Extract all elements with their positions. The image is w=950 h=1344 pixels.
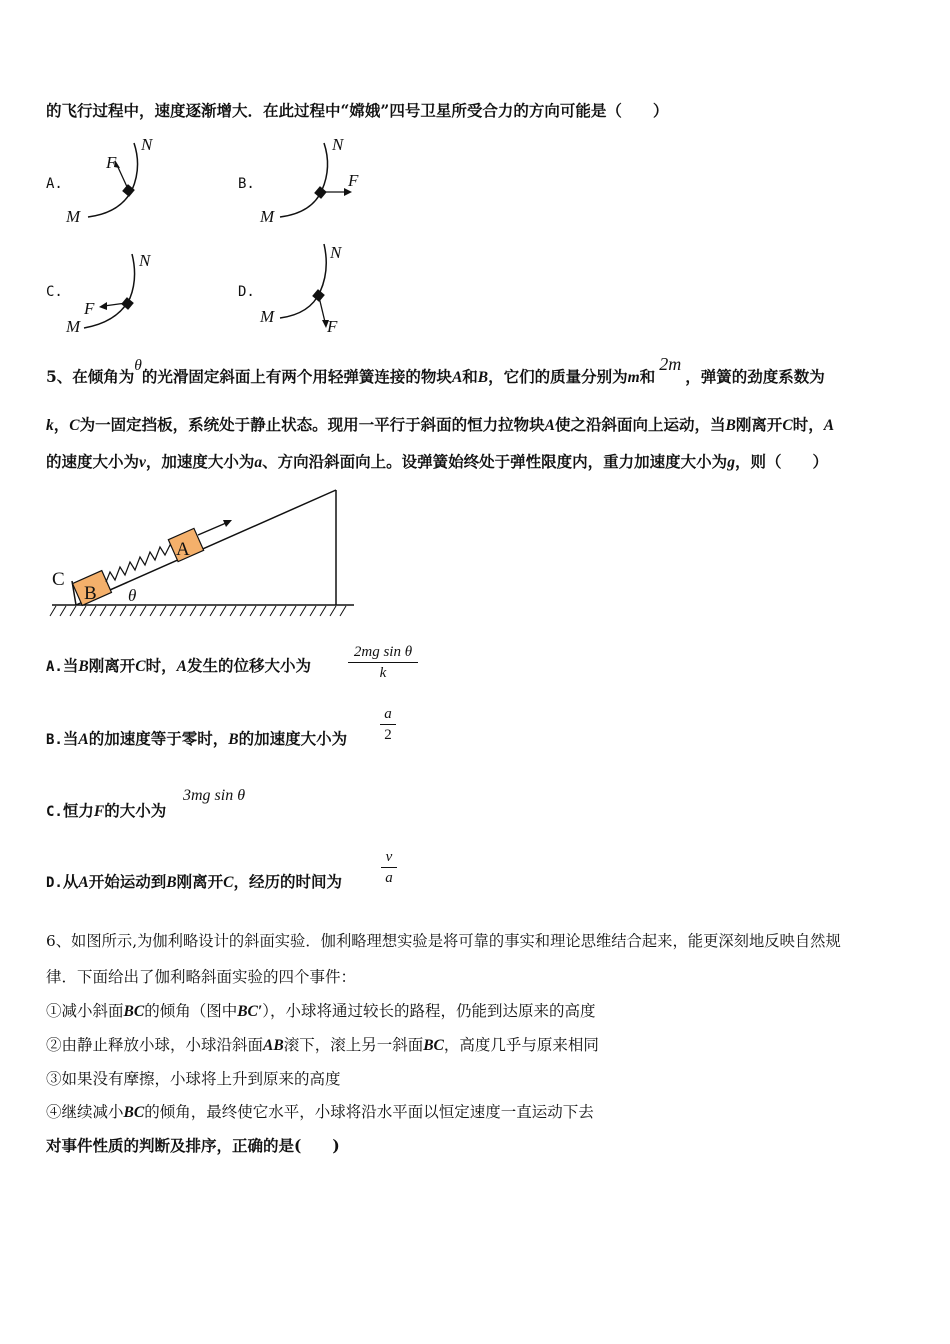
q5-line-1: 5、在倾角为θ的光滑固定斜面上有两个用轻弹簧连接的物块A和B，它们的质量分别为m和2m，弹簧的劲度系数为 <box>46 354 825 386</box>
q4-d-label-n: N <box>330 243 342 262</box>
q4-c-label-n: N <box>139 251 151 270</box>
q6-event-1: ①减小斜面BC的倾角（图中BC′），小球将通过较长的路程，仍能到达原来的高度 <box>46 1002 596 1020</box>
q4-d-label-m: M <box>260 307 275 326</box>
q4-a-label-f: F <box>106 153 117 172</box>
q5-incline-figure <box>48 485 358 620</box>
q5-line-3: 的速度大小为v，加速度大小为a、方向沿斜面向上。设弹簧始终处于弹性限度内，重力加速度大小为g，则（ ） <box>46 452 828 471</box>
q4-c-label-m: M <box>66 317 81 336</box>
q5-option-c: C.恒力F的大小为 <box>46 801 167 820</box>
q4-option-d-letter: D. <box>238 284 255 300</box>
q6-event-3: ③如果没有摩擦，小球将上升到原来的高度 <box>46 1070 341 1088</box>
q4-stem: 的飞行过程中，速度逐渐增大．在此过程中“嫦娥”四号卫星所受合力的方向可能是（ ） <box>46 101 669 120</box>
fig-label-c: C <box>52 569 65 590</box>
q4-option-c-letter: C. <box>46 284 63 300</box>
q4-b-label-f: F <box>348 171 359 190</box>
q5-option-b-fraction: a 2 <box>380 705 396 744</box>
q4-option-b-letter: B. <box>238 176 255 192</box>
q5-line-2: k，C为一固定挡板，系统处于静止状态。现用一平行于斜面的恒力拉物块A使之沿斜面向上运动，当B刚离开C时，A <box>46 415 835 434</box>
q5-option-a: A.当B刚离开C时，A发生的位移大小为 <box>46 656 311 675</box>
q4-a-label-m: M <box>66 207 81 226</box>
q4-option-b-diagram <box>252 135 372 230</box>
q4-d-label-f: F <box>327 317 338 336</box>
q5-option-d: D.从A开始运动到B刚离开C，经历的时间为 <box>46 872 342 891</box>
q5-option-d-fraction: v a <box>381 848 397 887</box>
q4-option-d-diagram <box>252 240 362 340</box>
q5-option-a-fraction: 2mg sin θ k <box>348 643 418 682</box>
q6-line-1: 6、如图所示,为伽利略设计的斜面实验．伽利略理想实验是将可靠的事实和理论思维结合起来，能更深刻地反映自然规 <box>46 932 841 950</box>
q4-option-c-diagram <box>60 248 170 338</box>
q4-c-label-f: F <box>84 299 95 318</box>
q4-b-label-m: M <box>260 207 275 226</box>
fig-label-theta: θ <box>128 586 137 605</box>
q6-event-2: ②由静止释放小球，小球沿斜面AB滚下，滚上另一斜面BC，高度几乎与原来相同 <box>46 1036 599 1054</box>
q6-question: 对事件性质的判断及排序，正确的是( ) <box>46 1136 340 1155</box>
q5-option-c-expr: 3mg sin θ <box>183 787 246 804</box>
fig-label-b: B <box>84 583 97 604</box>
q4-option-a-letter: A. <box>46 176 63 192</box>
q4-option-a-diagram <box>60 135 170 230</box>
q4-a-label-n: N <box>141 135 153 154</box>
fig-label-a: A <box>176 539 190 560</box>
theta-symbol: θ <box>134 357 142 374</box>
q6-event-4: ④继续减小BC的倾角，最终使它水平，小球将沿水平面以恒定速度一直运动下去 <box>46 1103 594 1121</box>
q5-option-b: B.当A的加速度等于零时，B的加速度大小为 <box>46 729 348 748</box>
q6-line-2: 律．下面给出了伽利略斜面实验的四个事件： <box>46 968 357 986</box>
q4-b-label-n: N <box>332 135 344 154</box>
